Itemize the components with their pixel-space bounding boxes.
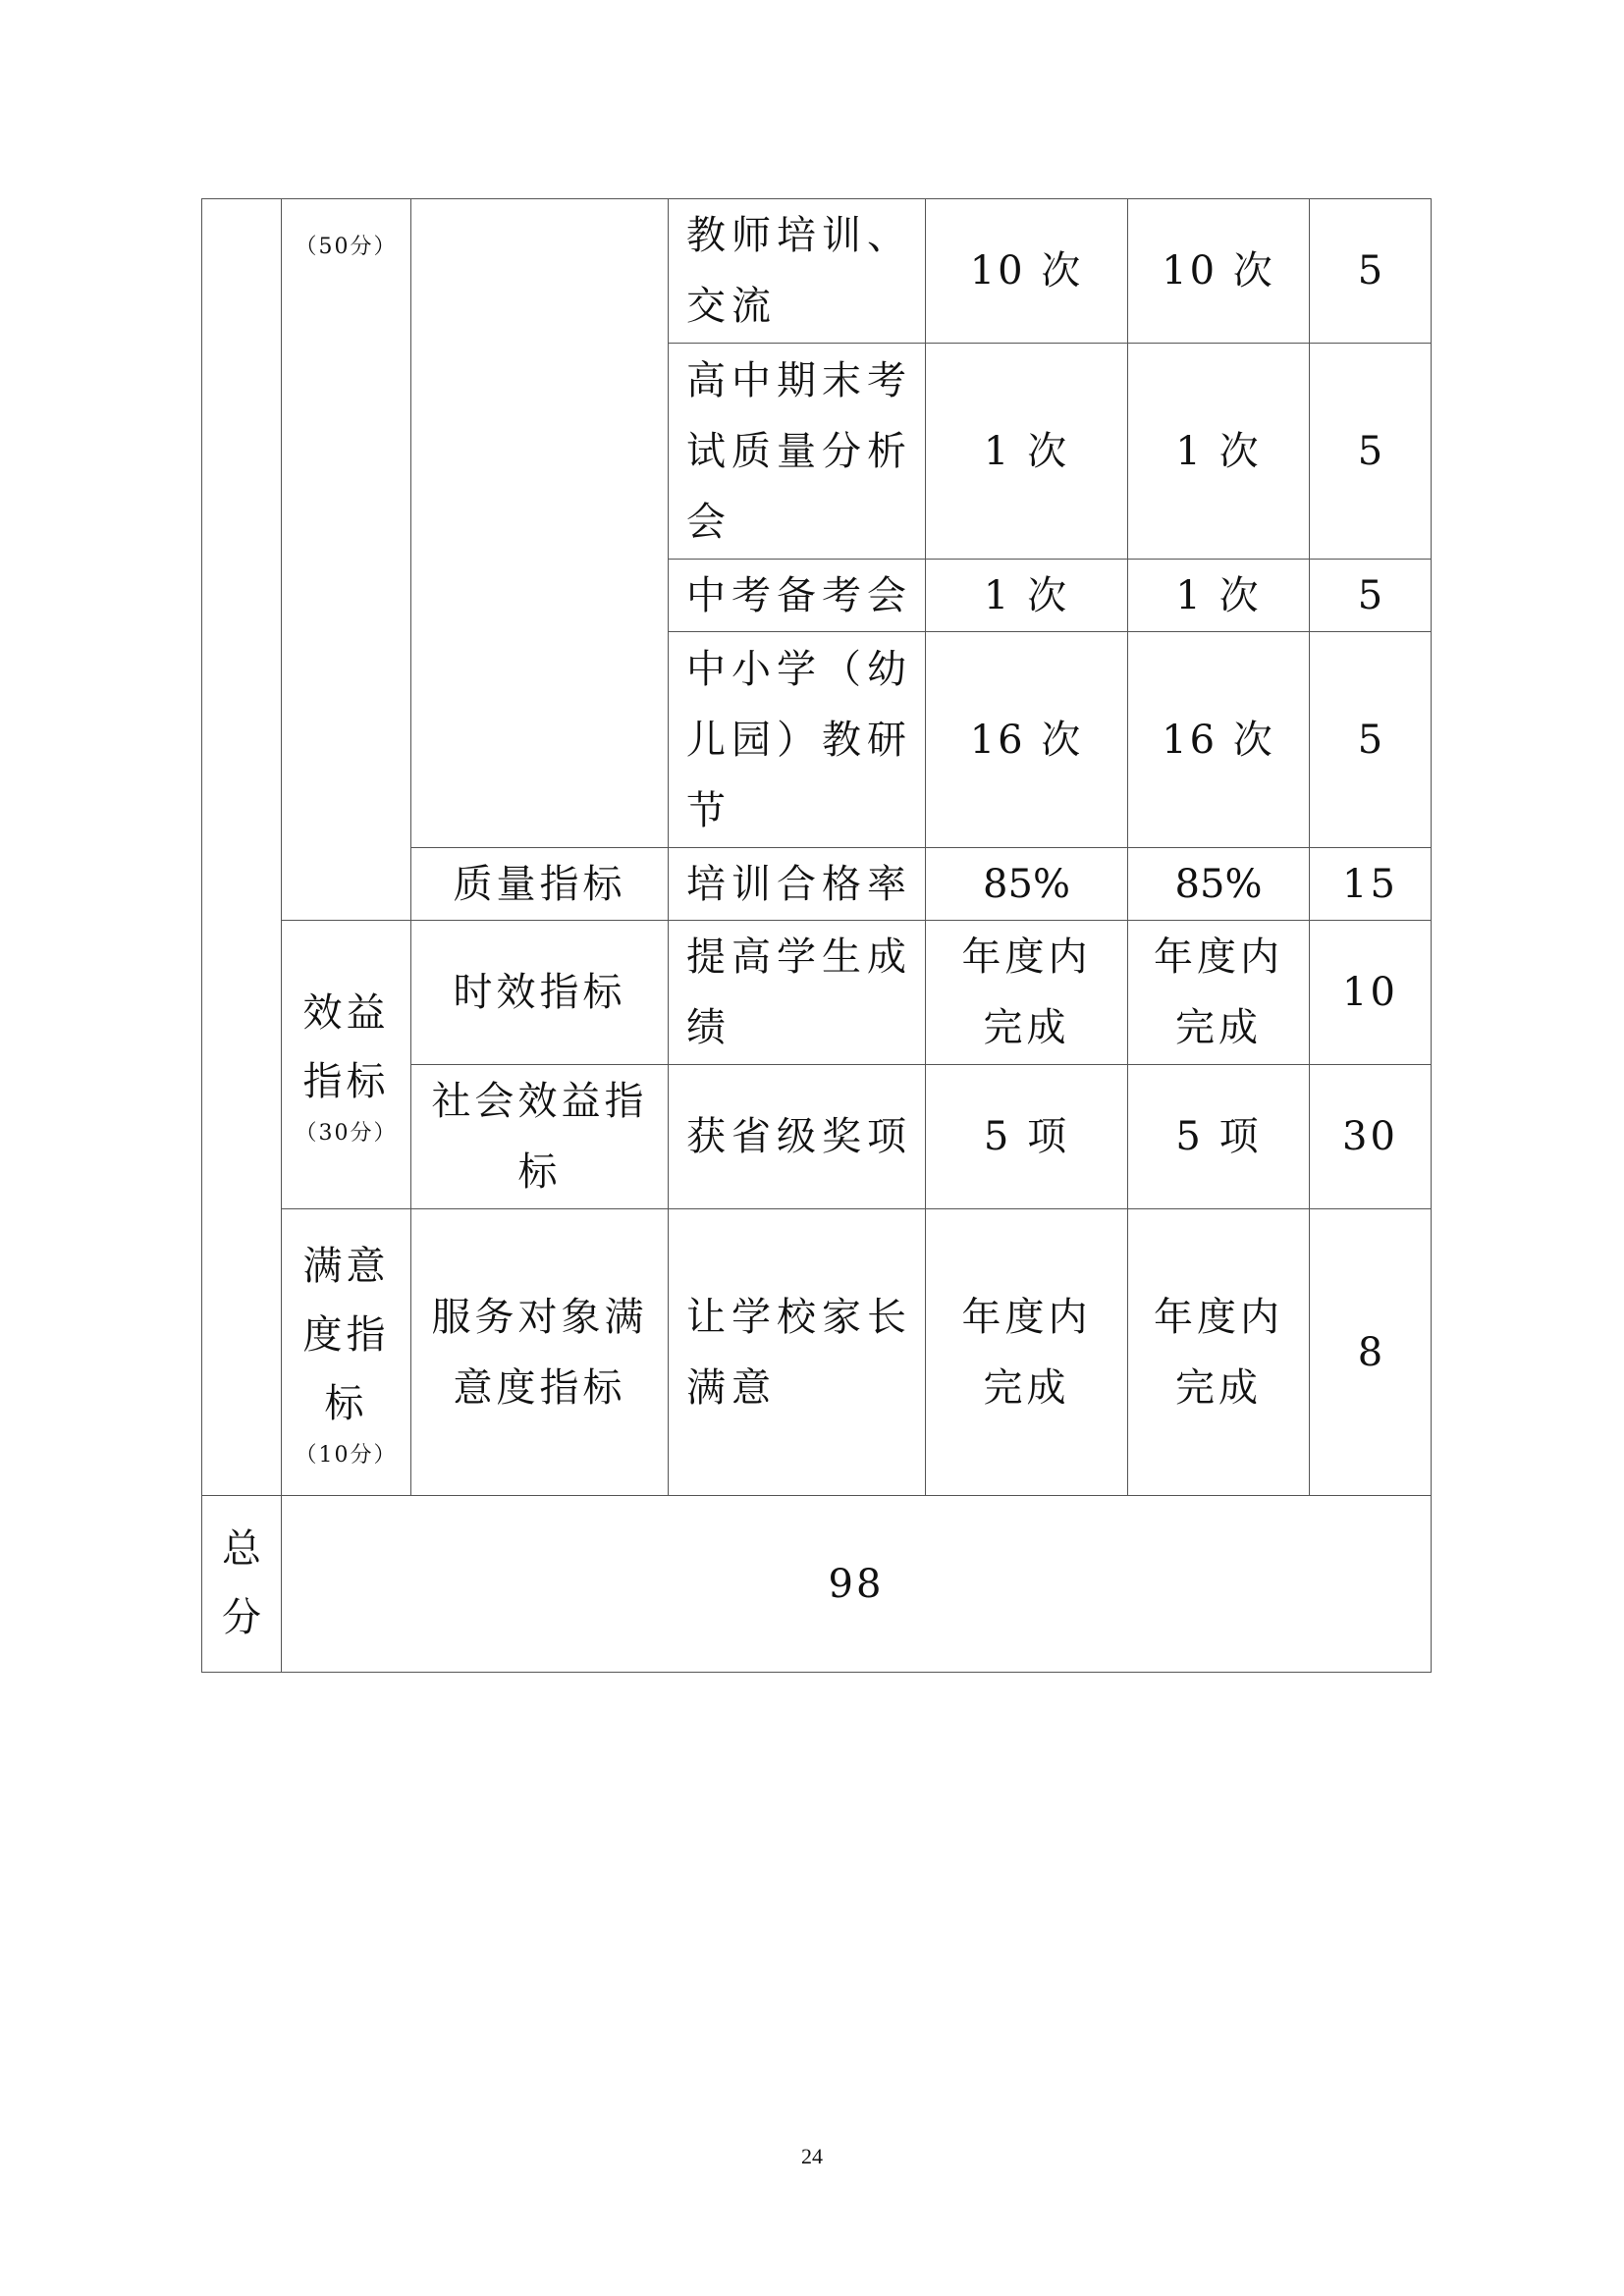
subcategory-cell: 服务对象满意度指标 xyxy=(411,1209,669,1496)
target-cell: 年度内完成 xyxy=(926,921,1128,1065)
table-row xyxy=(202,1496,1432,1673)
table-row xyxy=(202,921,1432,1065)
category-score: （50分） xyxy=(295,235,398,259)
actual-cell: 5 项 xyxy=(1128,1065,1310,1209)
item-cell: 教师培训、交流 xyxy=(669,199,926,344)
target-cell: 16 次 xyxy=(926,632,1128,848)
actual-cell: 85% xyxy=(1128,848,1310,921)
item-cell: 中考备考会 xyxy=(669,560,926,632)
score-cell: 10 xyxy=(1310,921,1432,1065)
total-label: 总分 xyxy=(222,1526,261,1640)
level1-cell-blank xyxy=(202,199,282,1496)
actual-cell: 年度内完成 xyxy=(1128,921,1310,1065)
subcategory-blank-cell xyxy=(411,199,669,848)
total-value-cell: 98 xyxy=(282,1496,1432,1673)
item-cell: 获省级奖项 xyxy=(669,1065,926,1209)
item-cell: 培训合格率 xyxy=(669,848,926,921)
target-cell: 年度内完成 xyxy=(926,1209,1128,1496)
target-cell: 85% xyxy=(926,848,1128,921)
target-cell: 1 次 xyxy=(926,344,1128,560)
category-score: （10分） xyxy=(295,1443,398,1468)
actual-cell: 16 次 xyxy=(1128,632,1310,848)
table-row xyxy=(202,199,1432,344)
actual-cell: 10 次 xyxy=(1128,199,1310,344)
category-satisfaction-cell xyxy=(282,1209,411,1496)
actual-cell: 1 次 xyxy=(1128,560,1310,632)
item-cell: 让学校家长满意 xyxy=(669,1209,926,1496)
score-cell: 30 xyxy=(1310,1065,1432,1209)
score-cell: 8 xyxy=(1310,1209,1432,1496)
target-cell: 10 次 xyxy=(926,199,1128,344)
score-cell: 5 xyxy=(1310,560,1432,632)
category-score: （30分） xyxy=(295,1121,398,1146)
page-number: 24 xyxy=(801,2144,823,2168)
total-label-cell xyxy=(202,1496,282,1673)
category-label: 效益指标 xyxy=(302,990,390,1104)
score-cell: 15 xyxy=(1310,848,1432,921)
subcategory-cell: 质量指标 xyxy=(411,848,669,921)
item-cell: 提高学生成绩 xyxy=(669,921,926,1065)
category-output-cell xyxy=(282,199,411,921)
subcategory-cell: 时效指标 xyxy=(411,921,669,1065)
table-row xyxy=(202,1209,1432,1496)
item-cell: 中小学（幼儿园）教研节 xyxy=(669,632,926,848)
target-cell: 1 次 xyxy=(926,560,1128,632)
actual-cell: 年度内完成 xyxy=(1128,1209,1310,1496)
performance-indicator-table xyxy=(201,198,1432,1673)
category-label: 满意度指标 xyxy=(302,1244,390,1426)
score-cell: 5 xyxy=(1310,632,1432,848)
actual-cell: 1 次 xyxy=(1128,344,1310,560)
item-cell: 高中期末考试质量分析会 xyxy=(669,344,926,560)
score-cell: 5 xyxy=(1310,344,1432,560)
score-cell: 5 xyxy=(1310,199,1432,344)
category-benefit-cell xyxy=(282,921,411,1209)
subcategory-cell: 社会效益指标 xyxy=(411,1065,669,1209)
target-cell: 5 项 xyxy=(926,1065,1128,1209)
